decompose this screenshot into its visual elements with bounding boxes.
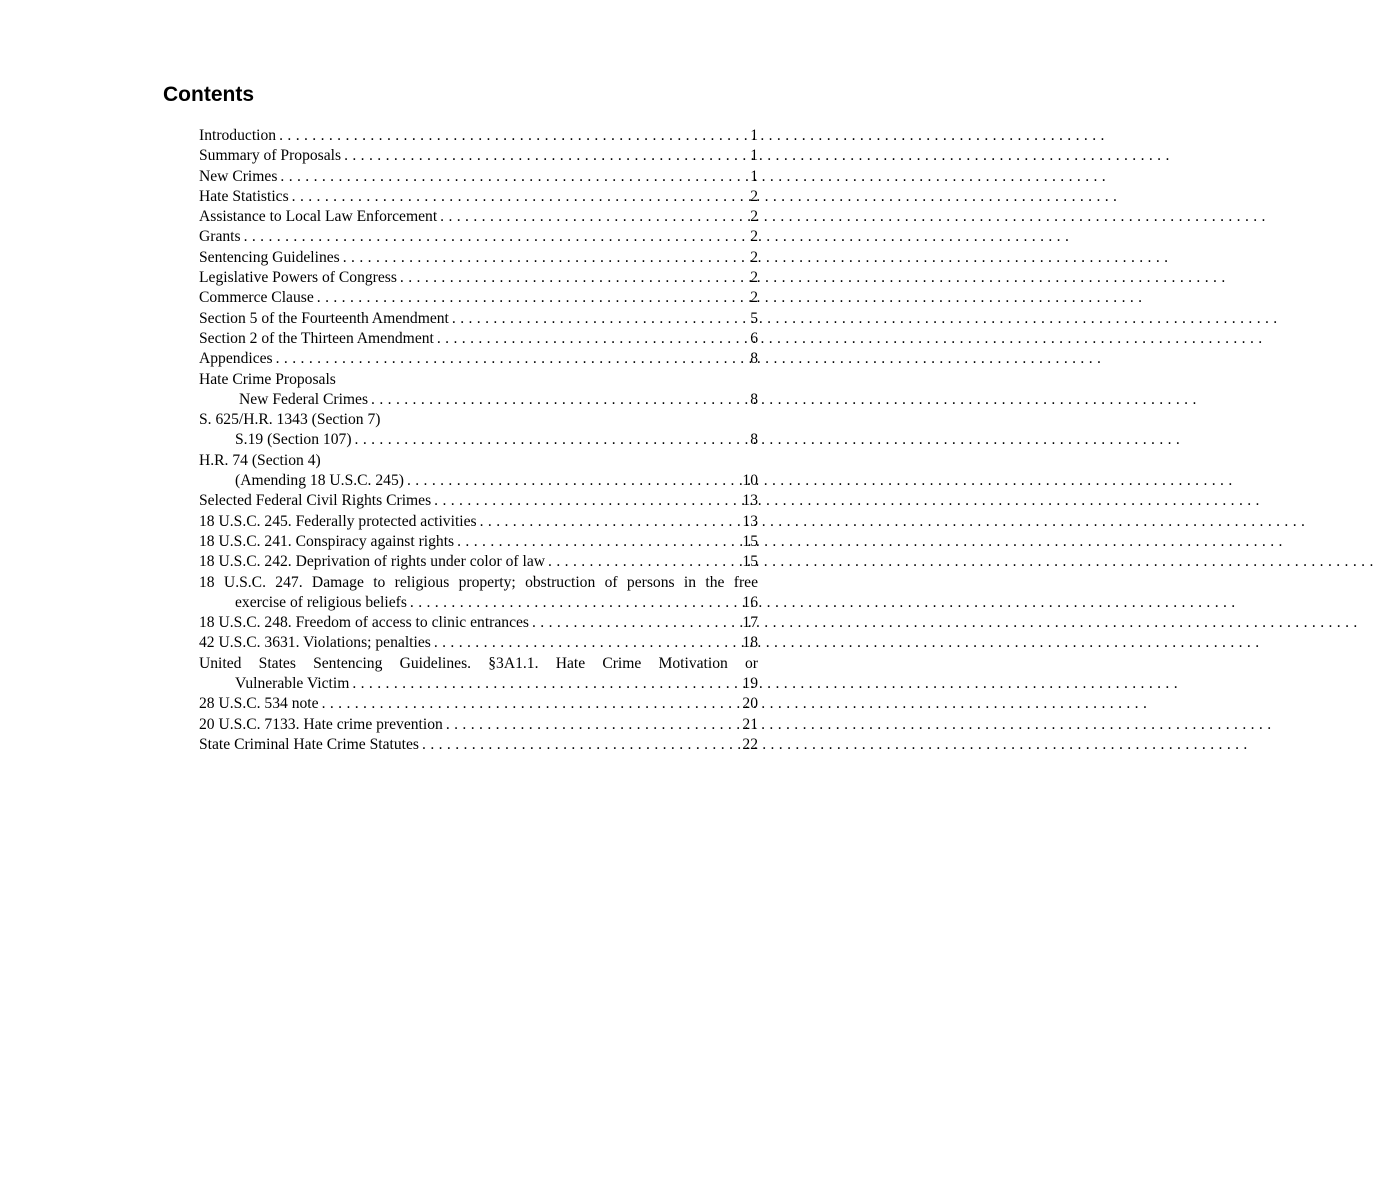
dot-leader [341,146,750,166]
toc-entry-page: 6 [750,329,758,347]
toc-entry[interactable] [199,329,758,349]
toc-entry[interactable] [199,126,758,146]
dot-leader [319,694,743,714]
toc-entry-page: 8 [750,390,758,408]
dot-leader [545,552,742,572]
toc-entry[interactable] [199,633,758,653]
toc-entry[interactable] [199,471,758,491]
toc-entry-page: 13 [742,492,758,510]
toc-entry[interactable] [199,390,758,410]
dot-leader [352,430,751,450]
toc-entry-title: United States Sentencing Guidelines. §3A1.1. Hate Crime Motivation or [199,654,758,672]
toc-entry-page: 1 [750,127,758,144]
toc-entry[interactable] [199,309,758,329]
toc-entry-page: 10 [742,472,758,490]
dot-leader [477,512,743,532]
toc-entry-page: 1 [750,147,758,165]
toc-entry-heading[interactable] [199,573,758,593]
dot-leader [434,329,750,349]
toc-entry-title: 20 U.S.C. 7133. Hate crime prevention [199,715,443,733]
toc-entry-title: 18 U.S.C. 241. Conspiracy against rights [199,532,455,550]
toc-entry-page: 1 [750,167,758,185]
toc-entry[interactable] [199,715,758,735]
toc-entry-page: 8 [750,431,758,449]
dot-leader [277,167,750,187]
toc-entry[interactable] [199,288,758,308]
toc-entry-title: New Crimes [199,167,278,185]
dot-leader [431,491,742,511]
toc-entry-page: 17 [742,614,758,632]
toc-entry-page: 19 [742,675,758,693]
table-of-contents [199,126,758,755]
dot-leader [349,674,742,694]
toc-entry[interactable] [199,167,758,187]
toc-entry-title: Sentencing Guidelines [199,248,340,266]
dot-leader [289,187,751,207]
toc-entry[interactable] [199,268,758,288]
toc-entry-page: 8 [750,350,758,368]
toc-entry[interactable] [199,735,758,755]
toc-entry[interactable] [199,349,758,369]
toc-entry-title: (Amending 18 U.S.C. 245) [235,472,404,490]
toc-entry-page: 15 [742,553,758,571]
dot-leader [449,309,750,329]
toc-entry[interactable] [199,207,758,227]
dot-leader [397,268,750,288]
toc-entry-heading[interactable] [199,370,758,390]
toc-entry-page: 13 [742,512,758,530]
toc-entry-title: Commerce Clause [199,289,314,307]
toc-entry-title: Vulnerable Victim [235,675,350,693]
dot-leader [314,288,750,308]
dot-leader [276,126,750,146]
toc-entry-page: 2 [750,248,758,266]
toc-entry-heading[interactable] [199,654,758,674]
toc-entry-title: Hate Crime Proposals [199,370,336,388]
dot-leader [431,633,743,653]
toc-entry-title: New Federal Crimes [239,390,369,408]
toc-entry-title: Section 5 of the Fourteenth Amendment [199,309,449,327]
toc-entry-page: 15 [742,532,758,550]
toc-entry-page: 22 [742,735,758,753]
toc-entry-title: 18 U.S.C. 245. Federally protected activities [199,512,477,530]
dot-leader [404,471,742,491]
toc-entry[interactable] [199,491,758,511]
toc-entry-heading[interactable] [199,451,758,471]
dot-leader [443,715,743,735]
toc-entry-title: 18 U.S.C. 247. Damage to religious property; obstruction of persons in the free [199,573,758,591]
toc-entry[interactable] [199,187,758,207]
toc-entry-title: 18 U.S.C. 248. Freedom of access to clinic entrances [199,614,529,632]
toc-entry[interactable] [199,552,758,572]
toc-entry-title: Assistance to Local Law Enforcement [199,208,438,226]
toc-entry-title: 18 U.S.C. 242. Deprivation of rights under color of law [199,553,546,571]
toc-entry-page: 18 [742,634,758,652]
toc-entry-page: 16 [742,593,758,611]
dot-leader [454,532,742,552]
toc-entry-title: S. 625/H.R. 1343 (Section 7) [199,411,381,429]
toc-entry-title: Legislative Powers of Congress [199,269,397,287]
toc-entry-title: State Criminal Hate Crime Statutes [199,735,420,753]
toc-entry[interactable] [199,532,758,552]
toc-entry-heading[interactable] [199,410,758,430]
dot-leader [419,735,742,755]
toc-entry-title: Section 2 of the Thirteen Amendment [199,329,434,347]
toc-entry[interactable] [199,512,758,532]
toc-entry-page: 2 [750,208,758,226]
toc-entry-title: S.19 (Section 107) [235,431,352,449]
dot-leader [529,613,742,633]
toc-entry-title: Summary of Proposals [199,147,342,165]
toc-entry[interactable] [199,227,758,247]
toc-entry-title: Selected Federal Civil Rights Crimes [199,492,432,510]
dot-leader [273,349,751,369]
toc-entry-page: 5 [750,309,758,327]
toc-entry-title: Appendices [199,350,273,368]
dot-leader [437,207,750,227]
toc-entry[interactable] [199,430,758,450]
page-title: Contents [163,83,254,106]
toc-entry-title: Grants [199,228,241,246]
toc-entry[interactable] [199,694,758,714]
toc-entry[interactable] [199,674,758,694]
toc-entry-page: 2 [750,187,758,205]
toc-entry[interactable] [199,613,758,633]
dot-leader [241,227,751,247]
dot-leader [407,593,743,613]
toc-entry-page: 21 [742,715,758,733]
toc-entry[interactable] [199,248,758,268]
toc-entry-title: 42 U.S.C. 3631. Violations; penalties [199,634,431,652]
dot-leader [340,248,750,268]
toc-entry[interactable] [199,146,758,166]
toc-entry-title: exercise of religious beliefs [235,593,407,611]
toc-entry[interactable] [199,593,758,613]
toc-entry-title: Introduction [199,127,277,144]
toc-entry-title: H.R. 74 (Section 4) [199,451,321,469]
toc-entry-title: 28 U.S.C. 534 note [199,695,319,713]
toc-entry-page: 2 [750,289,758,307]
toc-entry-title: Hate Statistics [199,187,289,205]
toc-entry-page: 2 [750,228,758,246]
toc-entry-page: 2 [750,269,758,287]
dot-leader [368,390,750,410]
toc-entry-page: 20 [742,695,758,713]
